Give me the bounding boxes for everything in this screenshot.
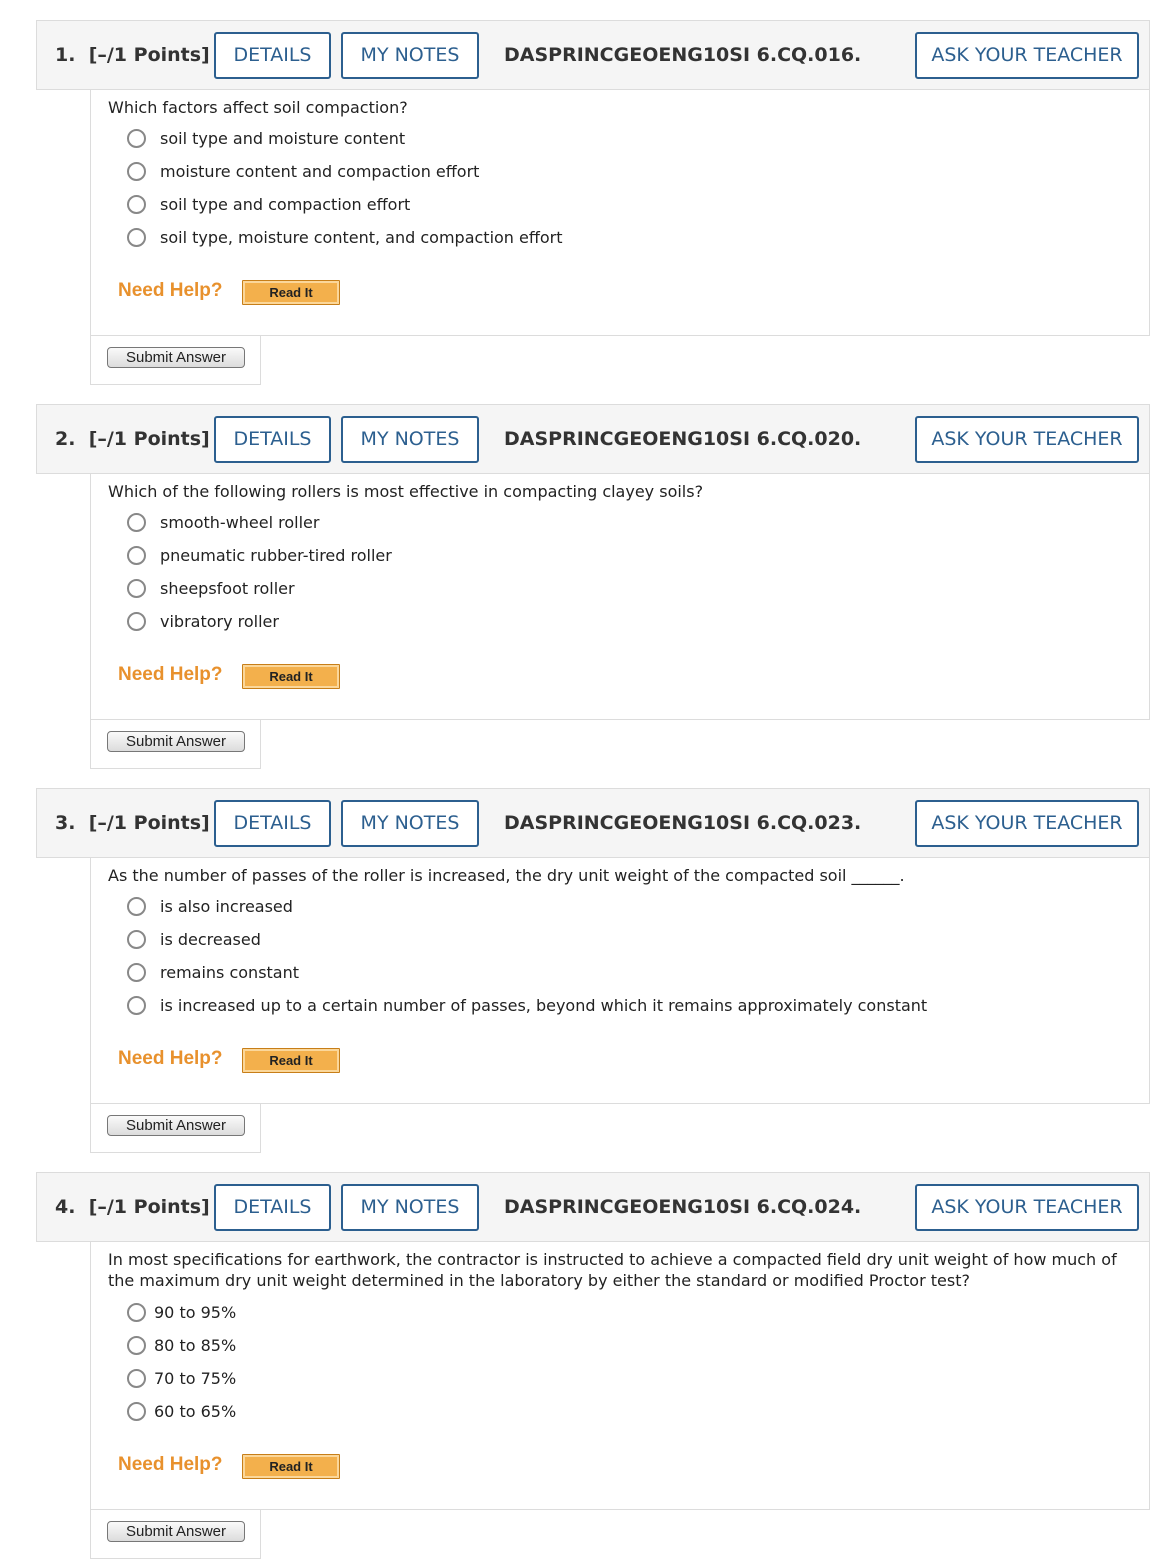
details-button[interactable]: DETAILS [214, 800, 331, 847]
details-button[interactable]: DETAILS [214, 416, 331, 463]
my-notes-button[interactable]: MY NOTES [341, 416, 479, 463]
ask-teacher-button[interactable]: ASK YOUR TEACHER [915, 416, 1139, 463]
question-number: 2. [55, 428, 76, 450]
choice-label: is increased up to a certain number of passes, beyond which it remains approximately constant [160, 995, 928, 1015]
need-help-label: Need Help? [118, 1454, 223, 1475]
ask-teacher-button[interactable]: ASK YOUR TEACHER [915, 32, 1139, 79]
need-help-label: Need Help? [118, 280, 223, 301]
answer-choice[interactable] [127, 225, 563, 249]
radio-button[interactable] [127, 513, 146, 532]
question-header [36, 404, 1150, 474]
my-notes-button[interactable]: MY NOTES [341, 32, 479, 79]
submit-answer-button[interactable]: Submit Answer [107, 1115, 245, 1136]
choice-label: 70 to 75% [154, 1368, 237, 1388]
radio-button[interactable] [127, 996, 146, 1015]
submit-answer-button[interactable]: Submit Answer [107, 731, 245, 752]
question-points [55, 812, 210, 834]
details-button[interactable]: DETAILS [214, 1184, 331, 1231]
answer-choice[interactable] [127, 126, 405, 150]
read-it-button[interactable]: Read It [242, 1454, 340, 1479]
choice-label: vibratory roller [160, 611, 279, 631]
question-header [36, 788, 1150, 858]
question-points [55, 1196, 210, 1218]
submit-answer-button[interactable]: Submit Answer [107, 347, 245, 368]
answer-choice[interactable] [127, 159, 479, 183]
question-body [90, 474, 1150, 720]
radio-button[interactable] [127, 162, 146, 181]
answer-choice[interactable] [127, 1366, 236, 1390]
choice-label: soil type and compaction effort [160, 194, 411, 214]
radio-button[interactable] [127, 1402, 146, 1421]
submit-area [90, 1104, 261, 1153]
my-notes-button[interactable]: MY NOTES [341, 800, 479, 847]
question-prompt: Which of the following rollers is most effective in compacting clayey soils? [108, 482, 704, 501]
points-label: [–/1 Points] [88, 1196, 210, 1218]
radio-button[interactable] [127, 195, 146, 214]
answer-choice[interactable] [127, 960, 299, 984]
question-number: 3. [55, 812, 76, 834]
radio-button[interactable] [127, 1336, 146, 1355]
radio-button[interactable] [127, 612, 146, 631]
question-number: 1. [55, 44, 76, 66]
answer-choice[interactable] [127, 1333, 236, 1357]
ask-teacher-button[interactable]: ASK YOUR TEACHER [915, 1184, 1139, 1231]
submit-area [90, 720, 261, 769]
read-it-button[interactable]: Read It [242, 664, 340, 689]
answer-choice[interactable] [127, 510, 319, 534]
radio-button[interactable] [127, 963, 146, 982]
points-label: [–/1 Points] [88, 812, 210, 834]
ask-teacher-button[interactable]: ASK YOUR TEACHER [915, 800, 1139, 847]
points-label: [–/1 Points] [88, 428, 210, 450]
choice-label: soil type, moisture content, and compaction effort [160, 227, 563, 247]
answer-choice[interactable] [127, 1399, 236, 1423]
radio-button[interactable] [127, 1369, 146, 1388]
need-help-label: Need Help? [118, 664, 223, 685]
radio-button[interactable] [127, 897, 146, 916]
question-body [90, 1242, 1150, 1510]
radio-button[interactable] [127, 930, 146, 949]
question-body [90, 858, 1150, 1104]
question-code: DASPRINCGEOENG10SI 6.CQ.023. [504, 812, 862, 834]
choice-label: 80 to 85% [154, 1335, 237, 1355]
radio-button[interactable] [127, 546, 146, 565]
answer-choice[interactable] [127, 927, 261, 951]
choice-label: remains constant [160, 962, 300, 982]
choice-label: pneumatic rubber-tired roller [160, 545, 392, 565]
choice-label: 60 to 65% [154, 1401, 237, 1421]
choice-label: sheepsfoot roller [160, 578, 295, 598]
submit-area [90, 1510, 261, 1559]
choice-label: moisture content and compaction effort [160, 161, 480, 181]
question-header [36, 1172, 1150, 1242]
radio-button[interactable] [127, 129, 146, 148]
answer-choice[interactable] [127, 993, 927, 1017]
points-label: [–/1 Points] [88, 44, 210, 66]
question-points [55, 428, 210, 450]
answer-choice[interactable] [127, 543, 392, 567]
choice-label: 90 to 95% [154, 1302, 237, 1322]
answer-choice[interactable] [127, 576, 295, 600]
radio-button[interactable] [127, 228, 146, 247]
choice-label: is decreased [160, 929, 261, 949]
choice-label: is also increased [160, 896, 293, 916]
question-number: 4. [55, 1196, 76, 1218]
radio-button[interactable] [127, 1303, 146, 1322]
answer-choice[interactable] [127, 192, 410, 216]
choice-label: smooth-wheel roller [160, 512, 320, 532]
submit-answer-button[interactable]: Submit Answer [107, 1521, 245, 1542]
question-prompt: Which factors affect soil compaction? [108, 98, 408, 117]
read-it-button[interactable]: Read It [242, 280, 340, 305]
read-it-button[interactable]: Read It [242, 1048, 340, 1073]
details-button[interactable]: DETAILS [214, 32, 331, 79]
answer-choice[interactable] [127, 1300, 236, 1324]
my-notes-button[interactable]: MY NOTES [341, 1184, 479, 1231]
question-body [90, 90, 1150, 336]
question-points [55, 44, 210, 66]
answer-choice[interactable] [127, 894, 293, 918]
answer-choice[interactable] [127, 609, 279, 633]
question-code: DASPRINCGEOENG10SI 6.CQ.024. [504, 1196, 862, 1218]
question-header [36, 20, 1150, 90]
choice-label: soil type and moisture content [160, 128, 406, 148]
question-prompt: In most specifications for earthwork, the contractor is instructed to achieve a compacted field dry unit weight of how much of the maximum dry unit weight determined in the laboratory by either the standard or modified Proctor test? [108, 1250, 1117, 1290]
submit-area [90, 336, 261, 385]
question-code: DASPRINCGEOENG10SI 6.CQ.020. [504, 428, 862, 450]
radio-button[interactable] [127, 579, 146, 598]
need-help-label: Need Help? [118, 1048, 223, 1069]
question-prompt: As the number of passes of the roller is increased, the dry unit weight of the compacted soil ______. [108, 866, 905, 885]
question-code: DASPRINCGEOENG10SI 6.CQ.016. [504, 44, 862, 66]
